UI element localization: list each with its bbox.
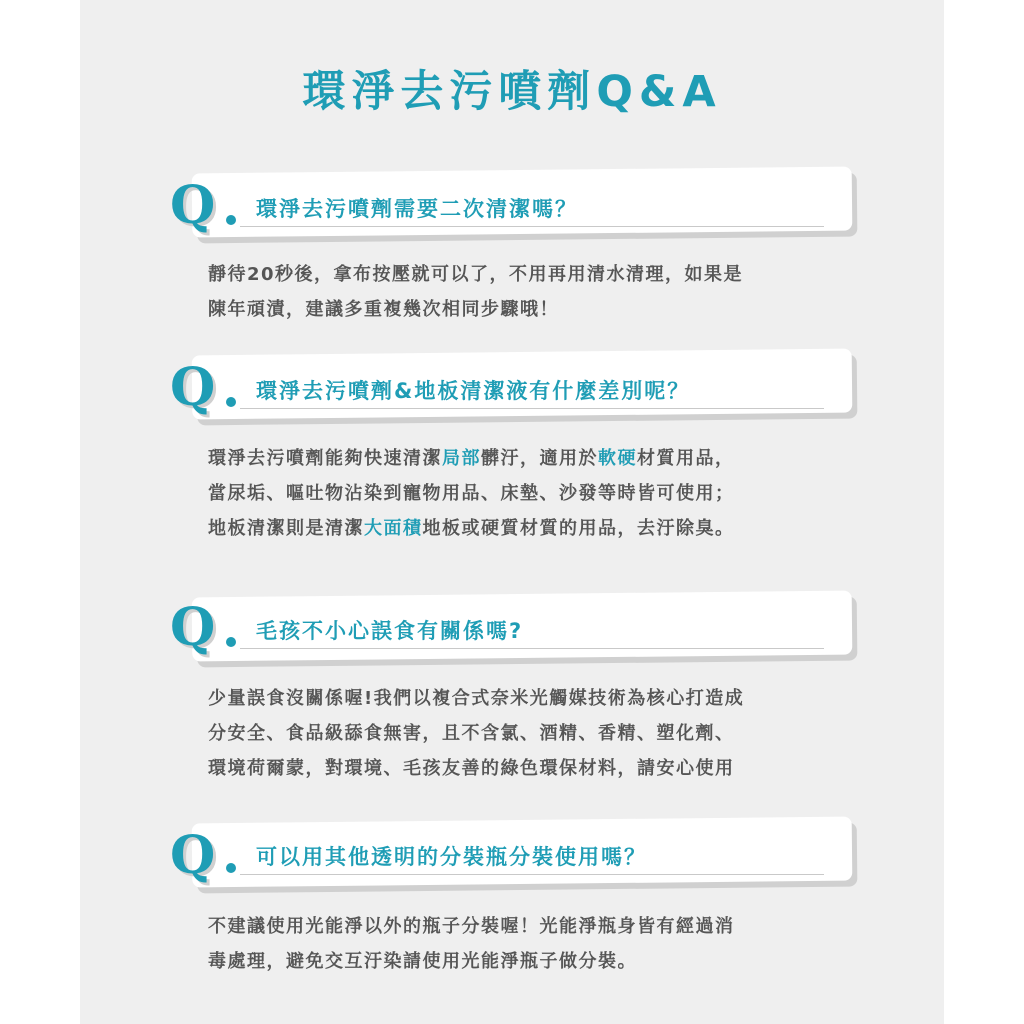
highlight-text: 大面積 xyxy=(364,518,423,539)
answer-line: 環淨去污噴劑能夠快速清潔局部髒汙，適用於軟硬材質用品， xyxy=(208,448,735,469)
question-text: 環淨去污噴劑需要二次清潔嗎？ xyxy=(256,197,578,221)
q-icon: Q xyxy=(170,825,216,886)
answer-line: 不建議使用光能淨以外的瓶子分裝喔！光能淨瓶身皆有經過消 xyxy=(208,916,735,937)
q-dot-icon xyxy=(226,397,236,407)
answer-line: 地板清潔則是清潔大面積地板或硬質材質的用品，去汙除臭。 xyxy=(208,518,735,539)
q-dot-icon xyxy=(226,863,236,873)
q-dot-icon xyxy=(226,215,236,225)
q-icon: Q xyxy=(170,597,216,658)
answer-line: 環境荷爾蒙，對環境、毛孩友善的綠色環保材料，請安心使用 xyxy=(208,758,735,779)
answer-line: 少量誤食沒關係喔!我們以複合式奈米光觸媒技術為核心打造成 xyxy=(208,688,745,709)
question-underline xyxy=(240,874,824,875)
answer-text xyxy=(208,441,828,546)
question-text: 環淨去污噴劑&地板清潔液有什麼差別呢？ xyxy=(256,379,691,403)
q-icon: Q xyxy=(170,357,216,418)
answer-line: 陳年頑漬，建議多重複幾次相同步驟哦！ xyxy=(208,299,559,320)
highlight-text: 局部 xyxy=(442,448,481,469)
question-underline xyxy=(240,408,824,409)
answer-text xyxy=(208,909,828,979)
q-dot-icon xyxy=(226,637,236,647)
answer-line: 當尿垢、嘔吐物沾染到寵物用品、床墊、沙發等時皆可使用； xyxy=(208,483,735,504)
answer-line: 毒處理，避免交互汙染請使用光能淨瓶子做分裝。 xyxy=(208,951,637,972)
highlight-text: 軟硬 xyxy=(598,448,637,469)
question-underline xyxy=(240,648,824,649)
answer-line: 靜待20秒後，拿布按壓就可以了，不用再用清水清理，如果是 xyxy=(208,264,744,285)
answer-text xyxy=(208,681,828,786)
question-underline xyxy=(240,226,824,227)
answer-line: 分安全、食品級舔食無害，且不含氯、酒精、香精、塑化劑、 xyxy=(208,723,735,744)
page-title: 環淨去污噴劑Q&A xyxy=(302,67,722,117)
answer-text xyxy=(208,257,828,327)
q-icon: Q xyxy=(170,175,216,236)
question-text: 毛孩不小心誤食有關係嗎? xyxy=(256,619,524,643)
question-text: 可以用其他透明的分裝瓶分裝使用嗎？ xyxy=(256,845,647,869)
